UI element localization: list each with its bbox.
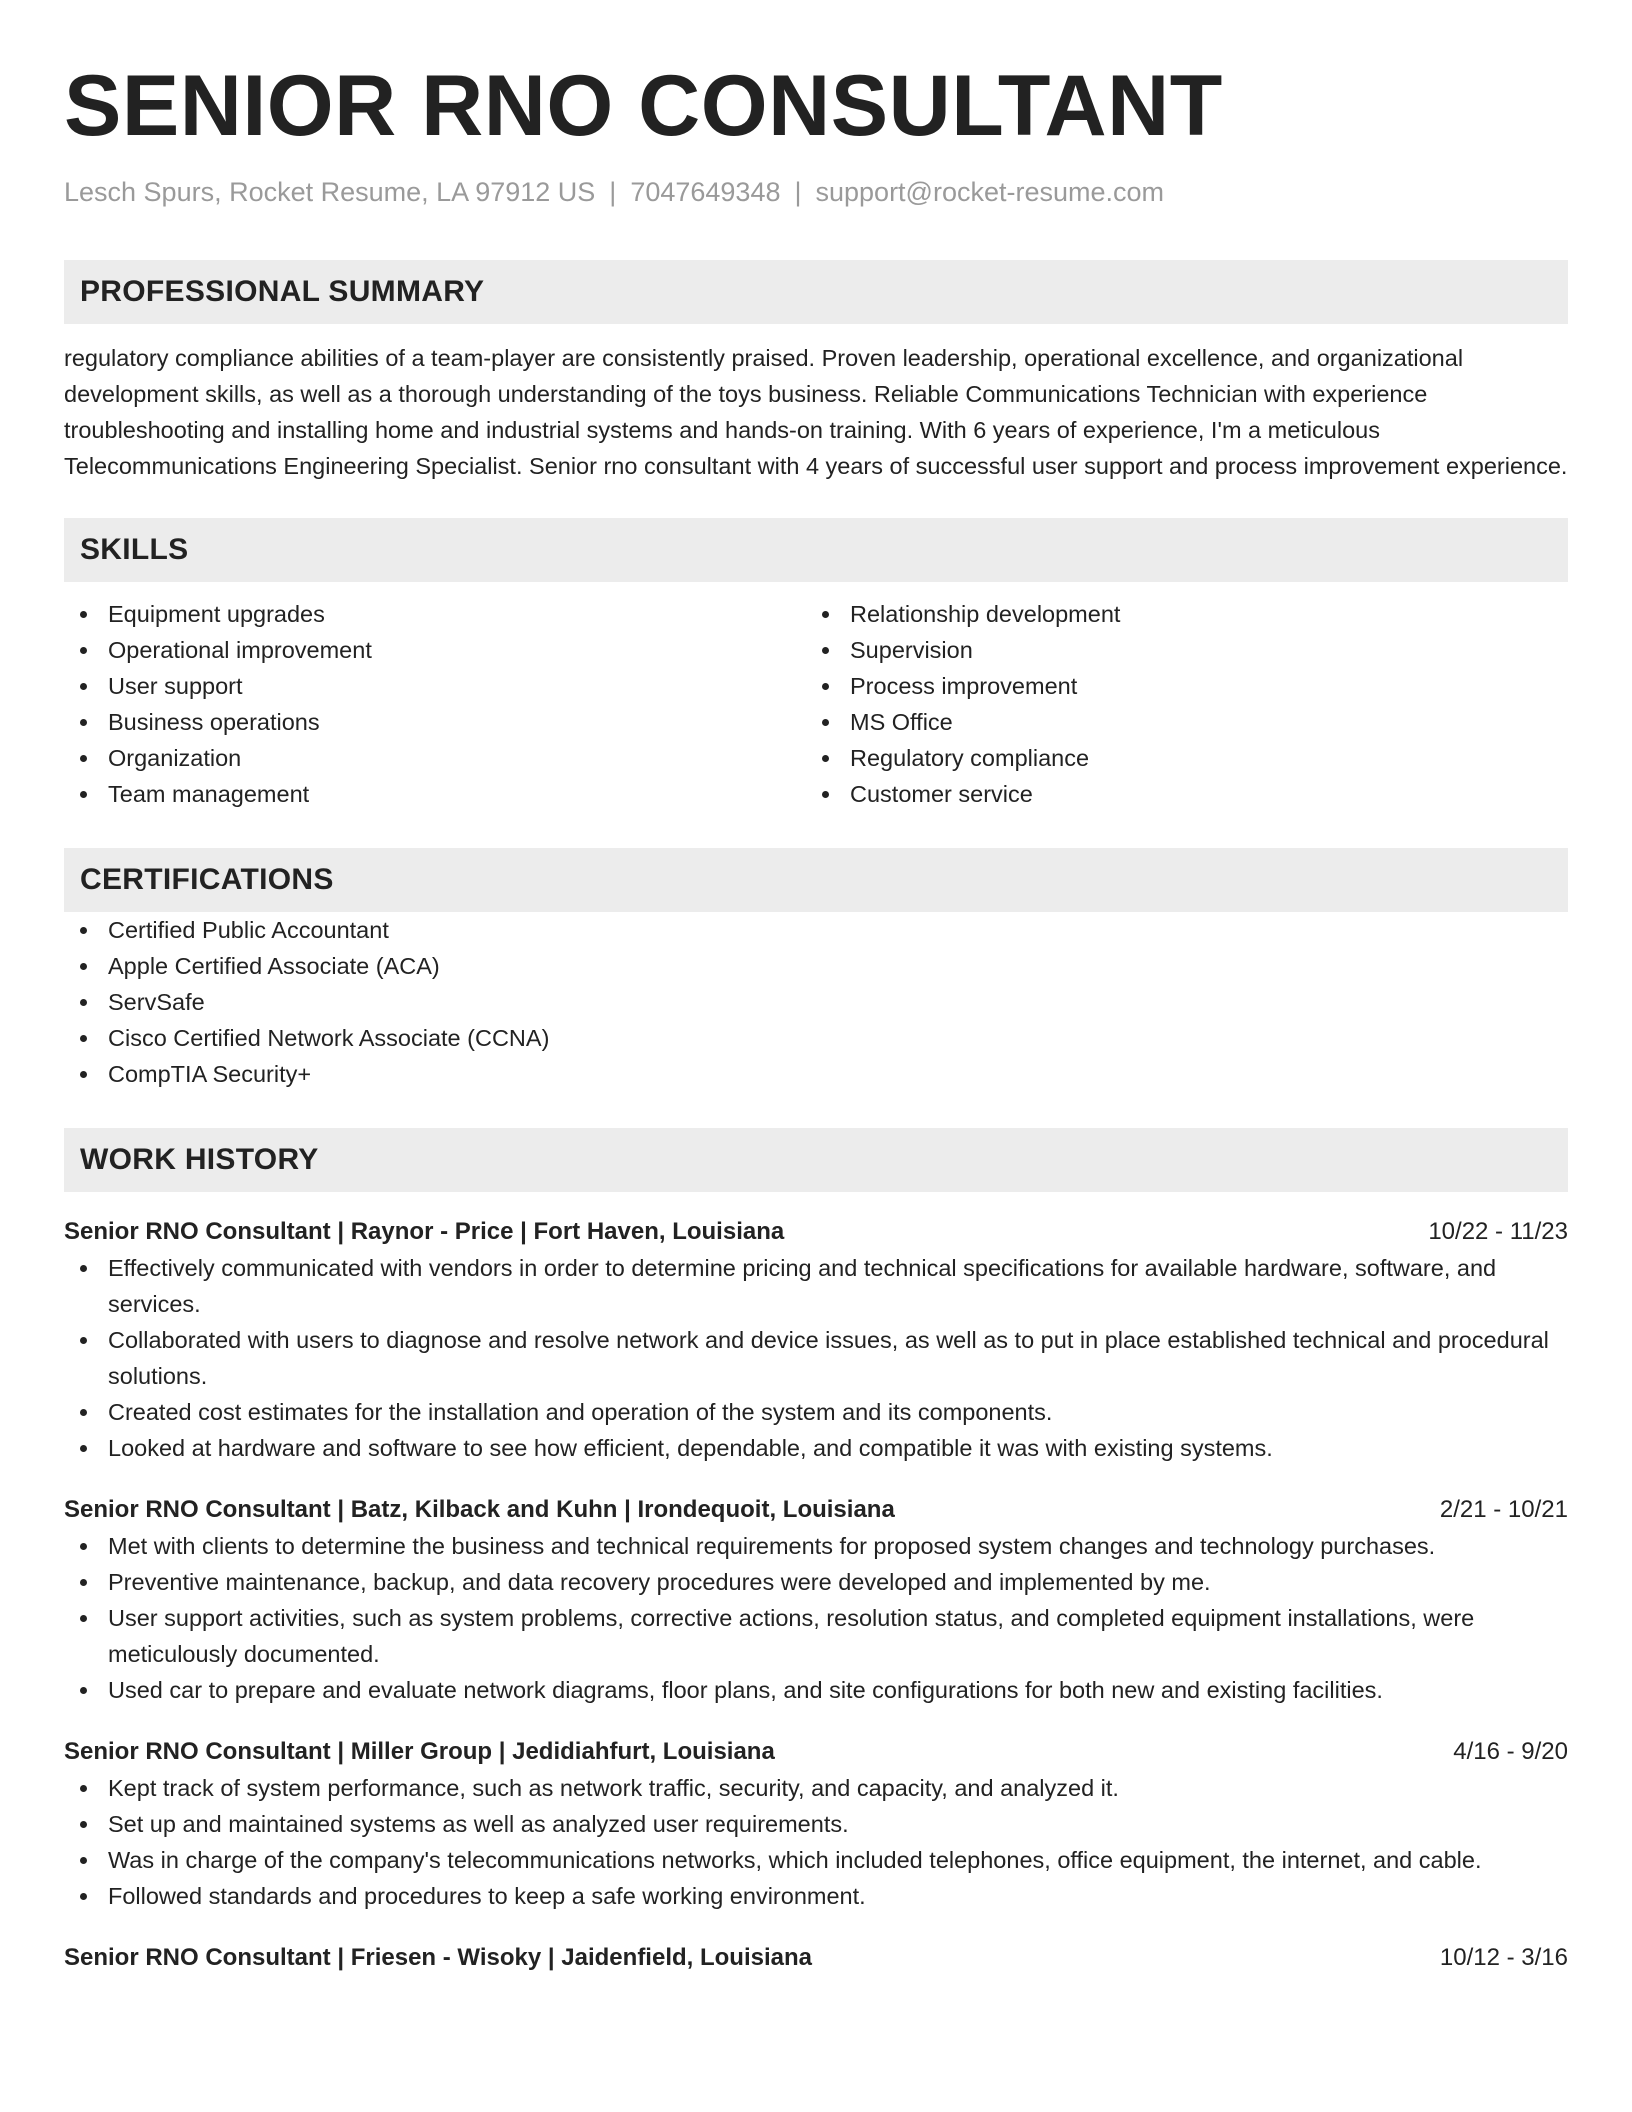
job-dates: 10/12 - 3/16 xyxy=(1439,1944,1568,1971)
job-bullet: Created cost estimates for the installation and operation of the system and its components. xyxy=(64,1394,1568,1430)
section-heading-work-history: WORK HISTORY xyxy=(64,1128,1568,1192)
job-entry xyxy=(64,1734,1568,1914)
skill-item: Customer service xyxy=(806,776,1548,812)
job-header xyxy=(64,1492,1568,1528)
job-bullets xyxy=(64,1770,1568,1914)
job-title: Senior RNO Consultant | Batz, Kilback and Kuhn | Irondequoit, Louisiana xyxy=(64,1496,895,1523)
job-title: Senior RNO Consultant | Friesen - Wisoky | Jaidenfield, Louisiana xyxy=(64,1944,813,1971)
skills-list-left xyxy=(64,596,806,812)
skill-item: Process improvement xyxy=(806,668,1548,704)
job-bullet: Preventive maintenance, backup, and data recovery procedures were developed and implemented by me. xyxy=(64,1564,1568,1600)
job-bullet: Kept track of system performance, such as network traffic, security, and capacity, and analyzed it. xyxy=(64,1770,1568,1806)
skill-item: Business operations xyxy=(64,704,806,740)
skill-item: User support xyxy=(64,668,806,704)
summary-text: regulatory compliance abilities of a team-player are consistently praised. Proven leadership, operational excellence, and organizational development skills, as well as a thorough understanding of the toys business. Reliable Communications Technician with experience troubleshooting and installing home and industrial systems and hands-on training. With 6 years of experience, I'm a meticulous Telecommunications Engineering Specialist. Senior rno consultant with 4 years of successful user support and process improvement experience. xyxy=(64,345,1568,479)
skill-item: Team management xyxy=(64,776,806,812)
skill-item: Equipment upgrades xyxy=(64,596,806,632)
certification-item: Cisco Certified Network Associate (CCNA) xyxy=(64,1020,1568,1056)
job-header xyxy=(64,1214,1568,1250)
job-bullet: Used car to prepare and evaluate network diagrams, floor plans, and site configurations for both new and existing facilities. xyxy=(64,1672,1568,1708)
job-header xyxy=(64,1940,1568,1976)
job-bullets xyxy=(64,1250,1568,1466)
job-bullets xyxy=(64,1528,1568,1708)
job-bullet: Set up and maintained systems as well as analyzed user requirements. xyxy=(64,1806,1568,1842)
job-title: Senior RNO Consultant | Raynor - Price | Fort Haven, Louisiana xyxy=(64,1218,785,1245)
skills-list-right xyxy=(806,596,1548,812)
job-dates: 4/16 - 9/20 xyxy=(1453,1738,1568,1765)
job-entry xyxy=(64,1940,1568,1976)
job-bullet: Was in charge of the company's telecommunications networks, which included telephones, office equipment, the internet, and cable. xyxy=(64,1842,1568,1878)
job-dates: 10/22 - 11/23 xyxy=(1428,1218,1568,1245)
job-bullet: Followed standards and procedures to keep a safe working environment. xyxy=(64,1878,1568,1914)
contact-separator: | xyxy=(609,177,617,207)
contact-email: support@rocket-resume.com xyxy=(815,177,1165,207)
contact-address: Lesch Spurs, Rocket Resume, LA 97912 US xyxy=(64,177,596,207)
skills-grid xyxy=(64,596,1568,812)
certification-item: Apple Certified Associate (ACA) xyxy=(64,948,1568,984)
certifications-list xyxy=(64,912,1568,1092)
skill-item: Regulatory compliance xyxy=(806,740,1548,776)
skill-item: MS Office xyxy=(806,704,1548,740)
skill-item: Organization xyxy=(64,740,806,776)
job-bullet: Effectively communicated with vendors in order to determine pricing and technical specifications for available hardware, software, and services. xyxy=(64,1250,1568,1322)
job-bullet: Collaborated with users to diagnose and resolve network and device issues, as well as to put in place established technical and procedural solutions. xyxy=(64,1322,1568,1394)
job-entry xyxy=(64,1492,1568,1708)
job-dates: 2/21 - 10/21 xyxy=(1439,1496,1568,1523)
job-bullet: Looked at hardware and software to see how efficient, dependable, and compatible it was with existing systems. xyxy=(64,1430,1568,1466)
skill-item: Supervision xyxy=(806,632,1548,668)
contact-phone: 7047649348 xyxy=(630,177,781,207)
certification-item: Certified Public Accountant xyxy=(64,912,1568,948)
contact-separator: | xyxy=(794,177,802,207)
section-heading-summary: PROFESSIONAL SUMMARY xyxy=(64,260,1568,324)
job-title: Senior RNO Consultant | Miller Group | Jedidiahfurt, Louisiana xyxy=(64,1738,775,1765)
certification-item: CompTIA Security+ xyxy=(64,1056,1568,1092)
skill-item: Relationship development xyxy=(806,596,1548,632)
job-entry xyxy=(64,1214,1568,1466)
section-heading-certifications: CERTIFICATIONS xyxy=(64,848,1568,912)
contact-line xyxy=(64,176,1568,208)
resume-title: SENIOR RNO CONSULTANT xyxy=(64,58,1223,154)
skill-item: Operational improvement xyxy=(64,632,806,668)
job-bullet: Met with clients to determine the business and technical requirements for proposed system changes and technology purchases. xyxy=(64,1528,1568,1564)
section-heading-skills: SKILLS xyxy=(64,518,1568,582)
job-header xyxy=(64,1734,1568,1770)
certification-item: ServSafe xyxy=(64,984,1568,1020)
job-bullet: User support activities, such as system problems, corrective actions, resolution status, and completed equipment installations, were meticulously documented. xyxy=(64,1600,1568,1672)
